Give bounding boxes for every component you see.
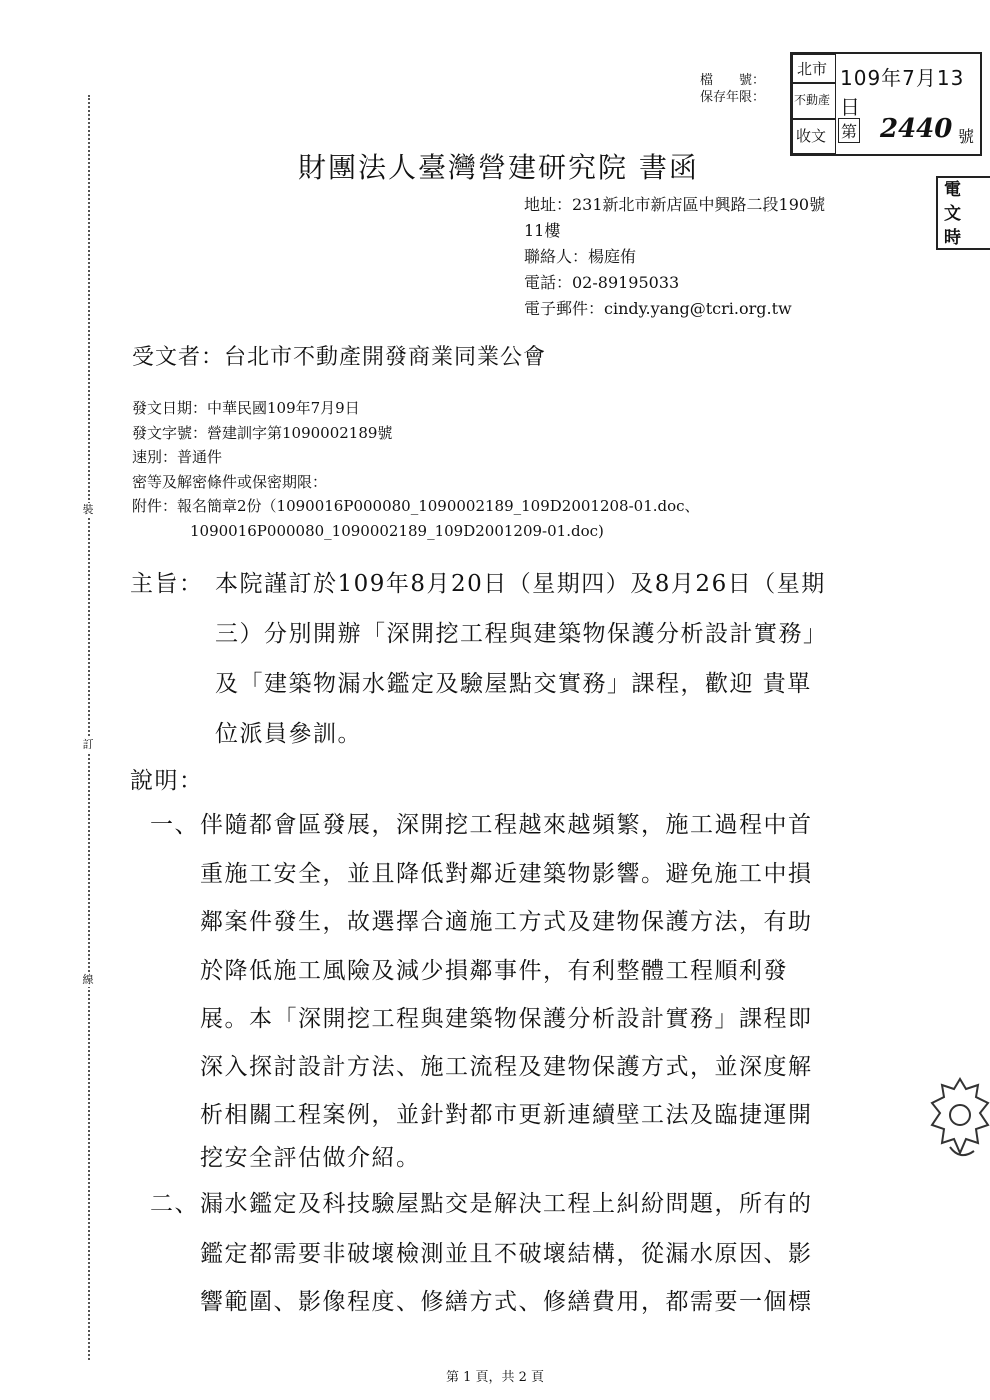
- binding-mark-xian: 線: [78, 973, 98, 987]
- electronic-document-stamp: [936, 176, 990, 250]
- subject-line: 及「建築物漏水鑑定及驗屋點交實務」課程，歡迎 貴單: [215, 671, 812, 697]
- document-meta: [132, 396, 700, 543]
- sender-info: [524, 192, 825, 322]
- stamp-date: 109年7月13日: [840, 66, 965, 119]
- side-stamp-line2: 文: [944, 204, 961, 224]
- binding-mark-zhuang: 裝: [78, 503, 98, 517]
- item1-line: 伴隨都會區發展，深開挖工程越來越頻繁，施工過程中首: [200, 812, 813, 838]
- binding-dotted-line: [88, 95, 90, 1360]
- item1-number: 一、: [150, 812, 199, 838]
- item2-line: 響範圍、影像程度、修繕方式、修繕費用，都需要一個標: [200, 1289, 813, 1315]
- sender-address-line2: 11樓: [524, 221, 561, 240]
- item1-line: 重施工安全，並且降低對鄰近建築物影響。避免施工中損: [200, 861, 813, 887]
- subject-line: 位派員參訓。: [215, 721, 362, 747]
- item1-line: 鄰案件發生，故選擇合適施工方式及建物保護方法，有助: [200, 909, 813, 935]
- subject-line: 三）分別開辦「深開挖工程與建築物保護分析設計實務」: [215, 621, 828, 647]
- sender-address-line1: 地址：231新北市新店區中興路二段190號: [524, 195, 826, 214]
- seal-impression: [930, 1075, 990, 1165]
- subject-label: 主旨：: [130, 571, 204, 597]
- archive-info: [700, 72, 765, 106]
- explanation-label: 說明：: [130, 768, 204, 794]
- sender-phone: 電話：02-89195033: [524, 273, 680, 292]
- item1-line: 析相關工程案例，並針對都市更新連續壁工法及臨捷運開: [200, 1102, 813, 1128]
- side-stamp-line1: 電: [944, 180, 961, 200]
- stamp-receipt-label: 收文: [796, 127, 827, 145]
- page-footer: 第 1 頁，共 2 頁: [445, 1370, 545, 1385]
- stamp-city: 北市: [797, 60, 828, 78]
- delivery-speed: 速別：普通件: [132, 448, 223, 466]
- document-title: 財團法人臺灣營建研究院 書函: [298, 151, 699, 184]
- subject-line: 本院謹訂於109年8月20日（星期四）及8月26日（星期: [215, 571, 826, 597]
- stamp-number: 2440: [880, 114, 953, 144]
- sender-email: 電子郵件：cindy.yang@tcri.org.tw: [524, 299, 792, 318]
- stamp-number-prefix: 第: [838, 118, 860, 143]
- item1-line: 於降低施工風險及減少損鄰事件，有利整體工程順利發: [200, 958, 788, 984]
- retention-label: 保存年限：: [700, 90, 766, 105]
- stamp-number-suffix: 號: [958, 127, 975, 146]
- attachment-line1: 附件：報名簡章2份（1090016P000080_1090002189_109D2001208-01.doc、: [132, 497, 700, 515]
- item2-number: 二、: [150, 1191, 199, 1217]
- sender-contact: 聯絡人：楊庭侑: [524, 247, 637, 266]
- stamp-dept: 不動產: [794, 93, 831, 107]
- item1-line: 挖安全評估做介紹。: [200, 1145, 421, 1171]
- binding-mark-ding: 訂: [78, 738, 98, 752]
- receipt-stamp: [790, 52, 982, 156]
- item2-line: 鑑定都需要非破壞檢測並且不破壞結構，從漏水原因、影: [200, 1241, 813, 1267]
- attachment-line2: 1090016P000080_1090002189_109D2001209-01.doc): [190, 521, 604, 540]
- file-number-label: 檔 號：: [700, 73, 766, 88]
- issue-date: 發文日期：中華民國109年7月9日: [132, 399, 360, 417]
- recipient: 受文者：台北市不動產開發商業同業公會: [132, 345, 547, 370]
- item1-line: 展。本「深開挖工程與建築物保護分析設計實務」課程即: [200, 1006, 813, 1032]
- secrecy-level: 密等及解密條件或保密期限：: [132, 472, 328, 491]
- item1-line: 深入探討設計方法、施工流程及建物保護方式，並深度解: [200, 1054, 813, 1080]
- reference-number: 發文字號：營建訓字第1090002189號: [132, 423, 393, 442]
- side-stamp-line3: 時: [944, 228, 961, 248]
- item2-line: 漏水鑑定及科技驗屋點交是解決工程上糾紛問題，所有的: [200, 1191, 813, 1217]
